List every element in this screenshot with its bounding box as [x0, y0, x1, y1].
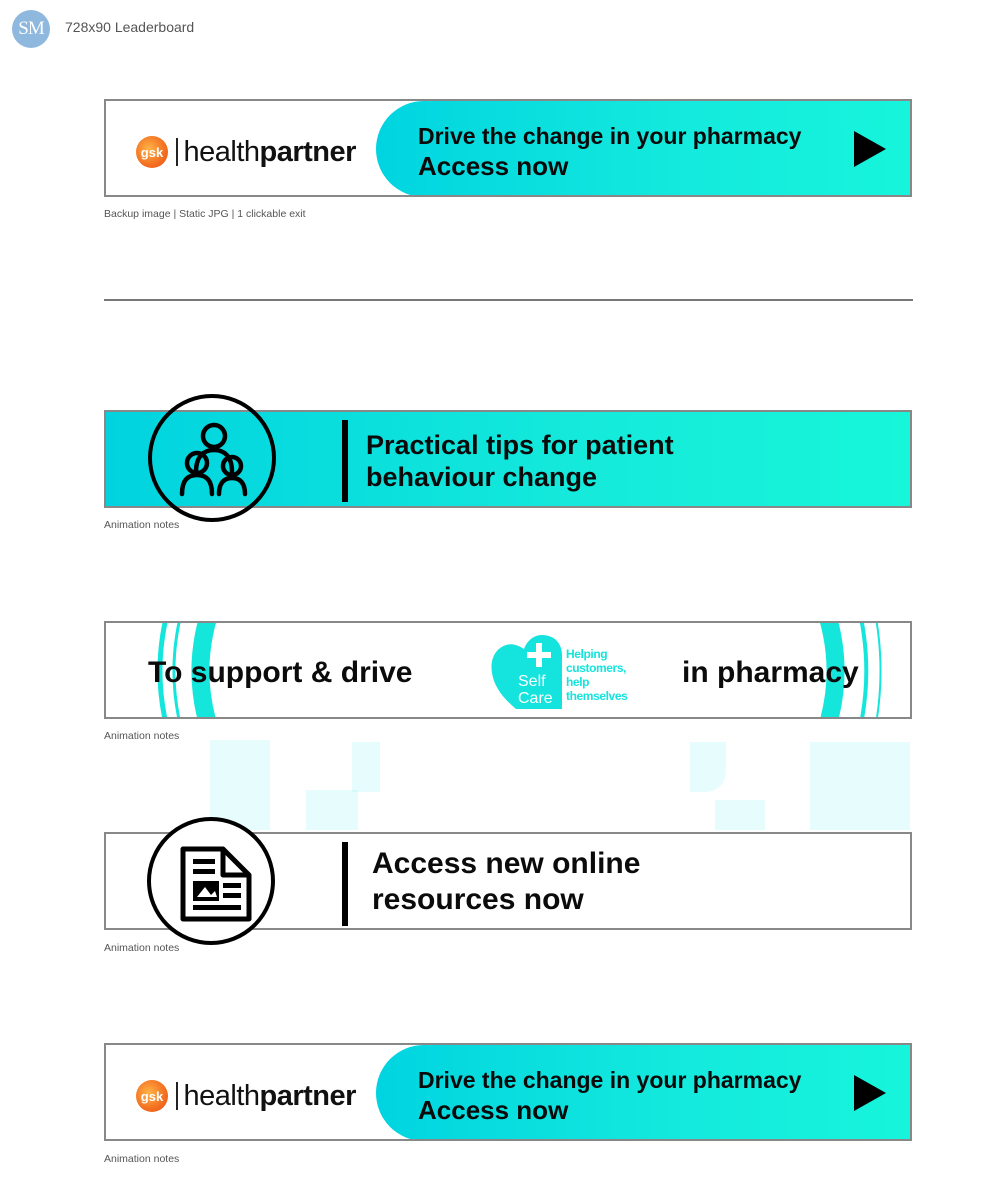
vertical-bar	[342, 842, 348, 926]
healthpartner-brand	[136, 135, 356, 169]
page-title: 728x90 Leaderboard	[65, 19, 195, 35]
self-care-tag2: customers,	[566, 661, 627, 675]
document-icon	[147, 817, 275, 945]
cta-headline: Drive the change in your pharmacy	[418, 123, 802, 149]
play-icon[interactable]	[854, 1075, 886, 1111]
animation-note: Animation notes	[104, 942, 180, 954]
gsk-logo: gsk	[136, 136, 168, 168]
self-care-tag4: themselves	[566, 689, 628, 703]
self-care-care: Care	[518, 690, 553, 707]
brand-separator	[176, 1082, 178, 1110]
ghost-shape	[352, 742, 380, 792]
ghost-shape	[210, 740, 270, 830]
vertical-bar	[342, 420, 348, 502]
cta-pane[interactable]	[376, 101, 912, 197]
people-icon	[148, 394, 276, 522]
self-care-logo	[488, 633, 640, 713]
play-icon[interactable]	[854, 131, 886, 167]
animation-note: Animation notes	[104, 1153, 180, 1165]
animation-note: Animation notes	[104, 519, 180, 531]
brand-health: health	[183, 1079, 260, 1112]
headline-line2: resources now	[372, 883, 584, 916]
sm-logo: SM	[12, 10, 50, 48]
pharmacy-text: in pharmacy	[682, 656, 859, 689]
gsk-logo: gsk	[136, 1080, 168, 1112]
animation-note: Animation notes	[104, 730, 180, 742]
brand-health: health	[183, 135, 260, 168]
brand-partner: partner	[259, 1079, 356, 1112]
cta-access-now[interactable]: Access now	[418, 151, 569, 181]
ghost-shape	[306, 790, 358, 830]
healthpartner-brand	[136, 1079, 356, 1113]
backup-note: Backup image | Static JPG | 1 clickable exit	[104, 208, 306, 220]
cta-access-now[interactable]: Access now	[418, 1095, 569, 1125]
self-care-self: Self	[518, 673, 546, 690]
banner-backup[interactable]	[104, 99, 912, 197]
ghost-shape	[810, 742, 910, 830]
headline-line1: Practical tips for patient	[366, 430, 674, 460]
cta-pane[interactable]	[376, 1045, 912, 1141]
brand-separator	[176, 138, 178, 166]
brand-partner: partner	[259, 135, 356, 168]
ghost-shape	[715, 800, 765, 830]
headline-line1: Access new online	[372, 847, 641, 880]
section-divider	[104, 299, 913, 301]
headline-line2: behaviour change	[366, 462, 598, 493]
banner-frame-self-care[interactable]	[104, 621, 912, 719]
ghost-shape	[690, 742, 726, 792]
self-care-tag3: help	[566, 675, 590, 689]
support-text: To support & drive	[148, 656, 413, 689]
self-care-tag1: Helping	[566, 647, 608, 661]
banner-end-frame[interactable]	[104, 1043, 912, 1141]
cta-headline: Drive the change in your pharmacy	[418, 1067, 802, 1093]
